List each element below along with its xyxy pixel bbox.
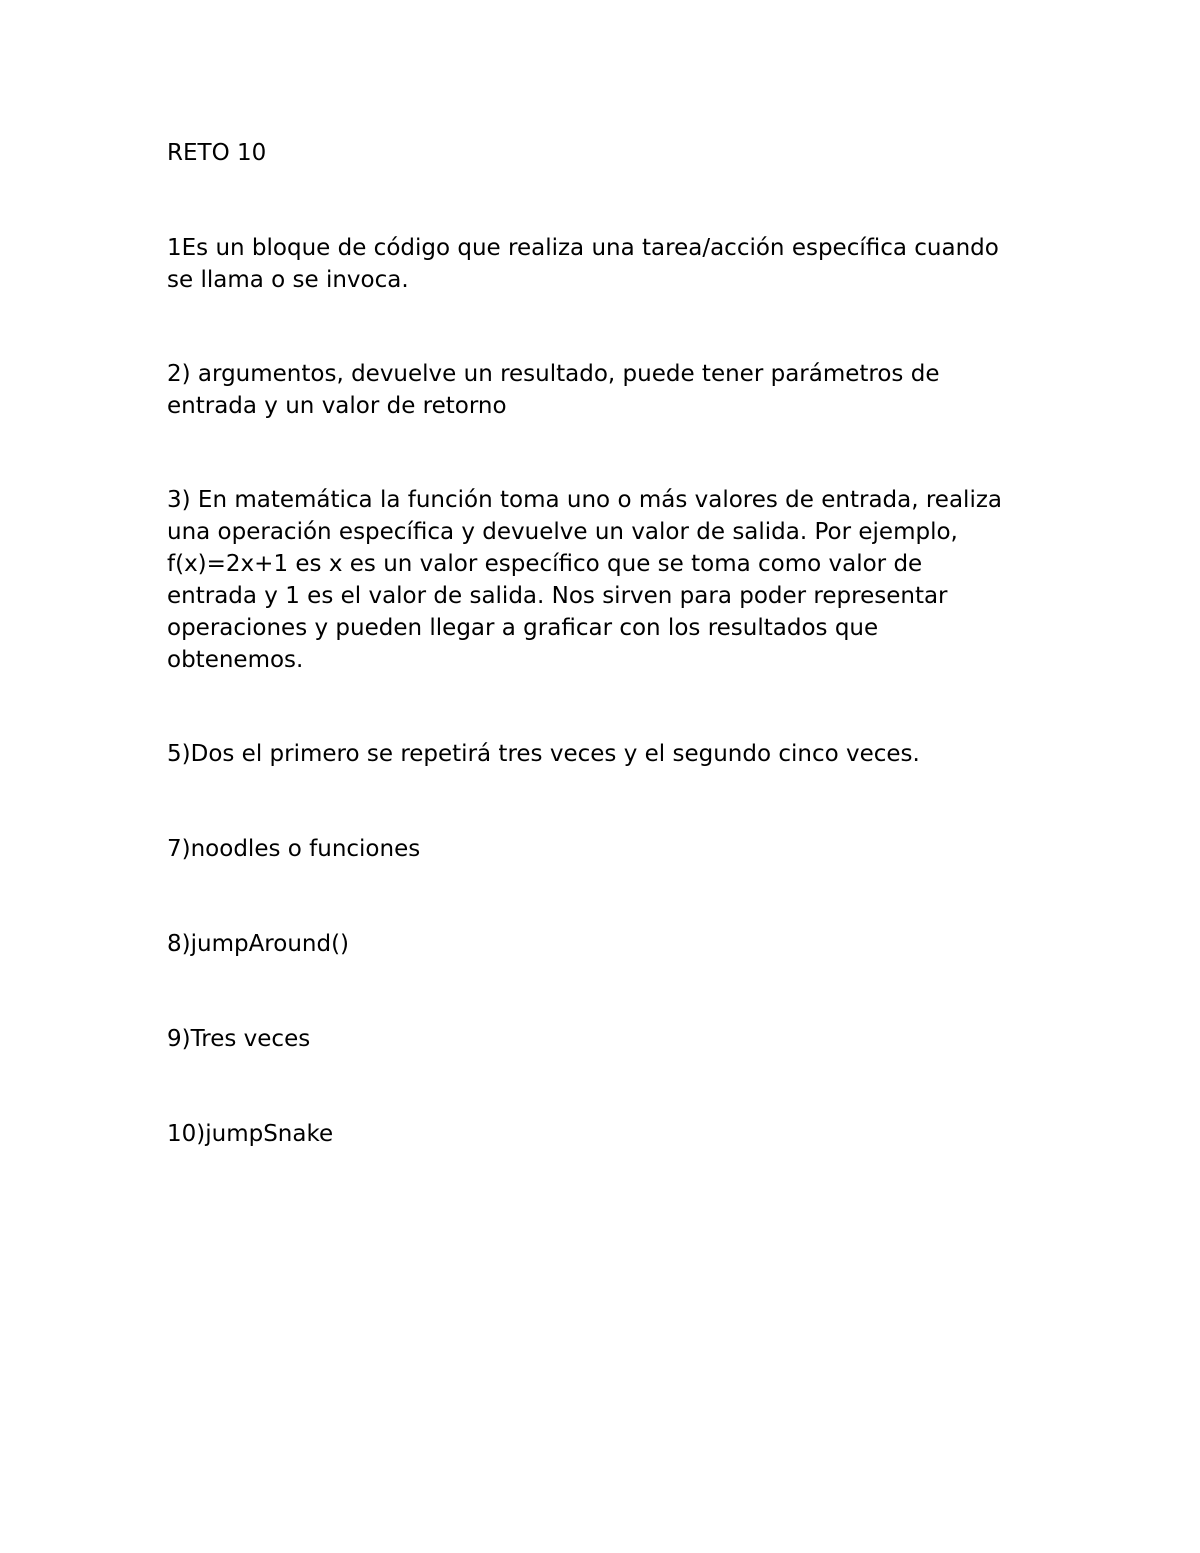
answer-line: 9)Tres veces — [167, 1026, 311, 1052]
answer-line: entrada y 1 es el valor de salida. Nos sirven para poder representar — [167, 583, 948, 609]
answer-line: se llama o se invoca. — [167, 267, 409, 293]
answer-line: 7)noodles o funciones — [167, 836, 421, 862]
answer-line: 2) argumentos, devuelve un resultado, puede tener parámetros de — [167, 361, 940, 387]
document-title: RETO 10 — [167, 140, 267, 166]
answer-line: operaciones y pueden llegar a graficar con los resultados que — [167, 615, 879, 641]
answer-line: obtenemos. — [167, 647, 304, 673]
answer-line: 1Es un bloque de código que realiza una tarea/acción específica cuando — [167, 235, 999, 261]
document-body — [167, 137, 1047, 1150]
answer-2 — [167, 358, 1047, 422]
answer-5 — [167, 738, 1047, 770]
answer-10 — [167, 1118, 1047, 1150]
answer-7 — [167, 833, 1047, 865]
answer-line: 10)jumpSnake — [167, 1121, 334, 1147]
answer-line: 8)jumpAround() — [167, 931, 350, 957]
answer-line: f(x)=2x+1 es x es un valor específico que se toma como valor de — [167, 551, 923, 577]
answer-line: entrada y un valor de retorno — [167, 393, 507, 419]
answer-line: 5)Dos el primero se repetirá tres veces y el segundo cinco veces. — [167, 741, 920, 767]
answer-line: una operación específica y devuelve un valor de salida. Por ejemplo, — [167, 519, 958, 545]
answer-9 — [167, 1023, 1047, 1055]
answer-3 — [167, 484, 1047, 676]
answer-8 — [167, 928, 1047, 960]
answer-1 — [167, 232, 1047, 296]
answer-line: 3) En matemática la función toma uno o más valores de entrada, realiza — [167, 487, 1002, 513]
